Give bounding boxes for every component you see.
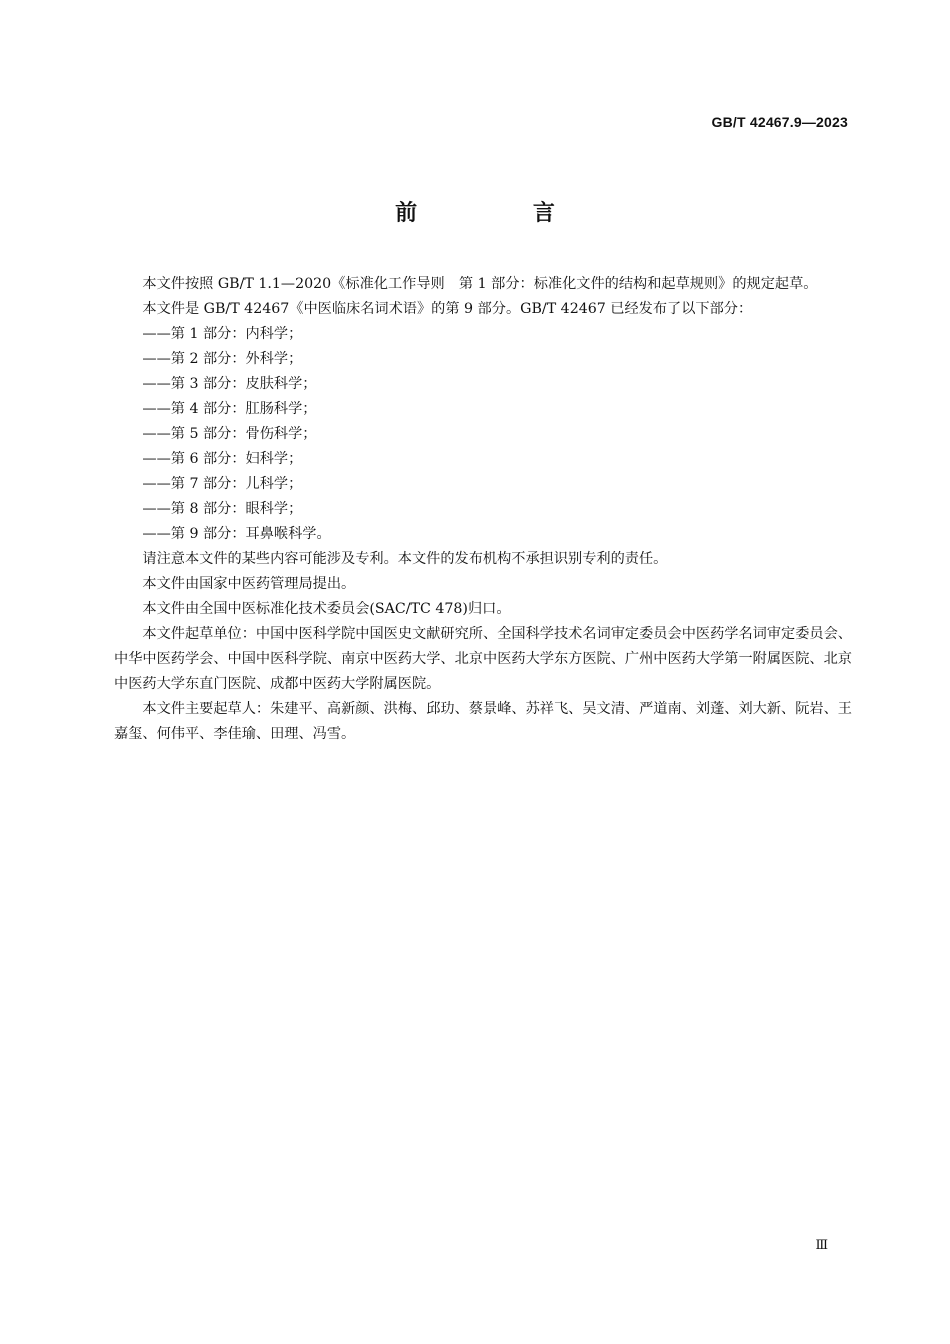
foreword-body	[114, 272, 852, 747]
paragraph-proposer: 本文件由国家中医药管理局提出。	[142, 576, 356, 592]
page-title: 前 言	[395, 201, 609, 226]
paragraph-drafting-rules: 本文件按照 GB/T 1.1—2020《标准化工作导则 第 1 部分：标准化文件的结构和起草规则》的规定起草。	[142, 276, 818, 292]
list-item: ——第 2 部分：外科学；	[142, 351, 303, 367]
paragraph-patent-notice: 请注意本文件的某些内容可能涉及专利。本文件的发布机构不承担识别专利的责任。	[142, 551, 668, 567]
paragraph-committee: 本文件由全国中医标准化技术委员会(SAC/TC 478)归口。	[142, 601, 511, 617]
list-item: ——第 8 部分：眼科学；	[142, 501, 303, 517]
list-item: ——第 4 部分：肛肠科学；	[142, 401, 317, 417]
parts-list	[114, 322, 852, 547]
paragraph-series-intro: 本文件是 GB/T 42467《中医临床名词术语》的第 9 部分。GB/T 42467 已经发布了以下部分：	[142, 301, 753, 317]
paragraph-drafting-units: 本文件起草单位：中国中医科学院中国医史文献研究所、全国科学技术名词审定委员会中医药学名词审定委员会、中华中医药学会、中国中医科学院、南京中医药大学、北京中医药大学东方医院、广州中医药大学第一附属医院、北京中医药大学东直门医院、成都中医药大学附属医院。	[114, 626, 852, 692]
list-item: ——第 7 部分：儿科学；	[142, 476, 303, 492]
standard-number: GB/T 42467.9—2023	[711, 114, 848, 130]
list-item: ——第 3 部分：皮肤科学；	[142, 376, 317, 392]
list-item: ——第 1 部分：内科学；	[142, 326, 303, 342]
paragraph-drafters: 本文件主要起草人：朱建平、高新颜、洪梅、邱玏、蔡景峰、苏祥飞、吴文清、严道南、刘蓬、刘大新、阮岩、王嘉玺、何伟平、李佳瑜、田理、冯雪。	[114, 701, 852, 742]
page-number: Ⅲ	[815, 1238, 828, 1253]
list-item: ——第 9 部分：耳鼻喉科学。	[142, 526, 331, 542]
list-item: ——第 6 部分：妇科学；	[142, 451, 303, 467]
list-item: ——第 5 部分：骨伤科学；	[142, 426, 317, 442]
